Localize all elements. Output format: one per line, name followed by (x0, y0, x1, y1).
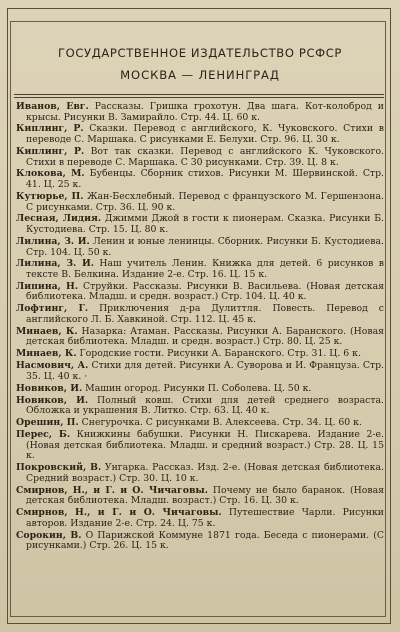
list-item (16, 102, 384, 123)
list-item (16, 147, 384, 168)
book-list (16, 102, 384, 553)
entry-text: О Парижской Коммуне 1871 года. Беседа с пионерами. (С рисунками.) Стр. 26. Ц. 15 к. (26, 529, 384, 552)
list-item (16, 463, 384, 484)
publisher-cities: МОСКВА — ЛЕНИНГРАД (120, 68, 280, 82)
entry-author: Минаев, К. (16, 348, 77, 360)
entry-author: Насмович, А. (16, 360, 89, 372)
list-item (16, 214, 384, 235)
entry-text: Снегурочка. С рисунками В. Алексеева. Стр. 34. Ц. 60 к. (78, 417, 362, 429)
entry-author: Смирнов, Н., и Г. и О. Чичаговы. (16, 484, 208, 496)
entry-author: Орешин, П. (16, 417, 79, 429)
entry-text: Книжкины бабушки. Рисунки Н. Пискарева. Издание 2-е. (Новая детская библиотека. Младш. и средний возраст.) Стр. 28. Ц. 15 к. (26, 428, 384, 462)
entry-author: Кутюрье, П. (16, 190, 84, 202)
entry-author: Минаев, К. (16, 325, 78, 337)
entry-text: Джимми Джой в гости к пионерам. Сказка. Рисунки Б. Кустодиева. Стр. 15. Ц. 80 к. (26, 213, 384, 236)
list-item (16, 349, 384, 360)
publisher-name: ГОСУДАРСТВЕННОЕ ИЗДАТЕЛЬСТВО РСФСР (57, 46, 343, 60)
header-rule-thin (14, 97, 384, 98)
list-item (16, 282, 384, 303)
list-item (16, 361, 384, 382)
list-item (16, 327, 384, 348)
entry-author: Перес, Б. (16, 428, 71, 440)
list-item (16, 169, 384, 190)
entry-text: Путешествие Чарли. Рисунки авторов. Издание 2-е. Стр. 24. Ц. 75 к. (26, 507, 384, 529)
entry-author: Клокова, М. (16, 168, 85, 180)
entry-text: Жан-Бесхлебный. Перевод с французского М. Гершензона. С рисунками. Стр. 36. Ц. 90 к. (26, 190, 384, 213)
list-item (16, 192, 384, 213)
entry-text: Рассказы. Гришка грохотун. Два шага. Кот-колоброд и крысы. Рисунки В. Замирайло. Стр. 44. Ц. 60 к. (26, 101, 384, 123)
entry-author: Новиков, И. (16, 382, 83, 394)
list-item (16, 237, 384, 258)
list-item (16, 396, 384, 417)
entry-author: Смирнов, Н., и Г. и О. Чичаговы. (16, 507, 222, 519)
entry-text: Ленин и юные ленинцы. Сборник. Рисунки Б. Кустодиева. Стр. 104. Ц. 50 к. (26, 235, 384, 258)
list-item (16, 304, 384, 325)
entry-text: Городские гости. Рисунки А. Баранского. Стр. 31. Ц. 6 к. (76, 348, 361, 360)
entry-text: Сказки. Перевод с английского, К. Чуковского. Стихи в переводе С. Маршака. С рисунками Е. Белухи. Стр. 96. Ц. 30 к. (26, 123, 385, 146)
list-item (16, 124, 384, 145)
entry-author: Лесная, Лидия. (16, 213, 102, 225)
entry-author: Киплинг, Р. (16, 145, 85, 157)
entry-text: Наш учитель Ленин. Книжка для детей. 6 рисунков в тексте В. Белкина. Издание 2-е. Стр. 16. Ц. 15 к. (26, 258, 384, 280)
entry-text: Струйки. Рассказы. Рисунки В. Васильева. (Новая детская библиотека. Младш. и средн. возраст.) Стр. 104. Ц. 40 к. (26, 280, 384, 303)
entry-author: Сорокин, В. (16, 529, 82, 541)
list-item (16, 418, 384, 429)
entry-text: Полный ковш. Стихи для детей среднего возраста. Обложка и украшения В. Литко. Стр. 63. Ц. 40 к. (26, 394, 384, 417)
list-item (16, 531, 384, 552)
list-item (16, 508, 384, 529)
entry-text: Приключения д-ра Дулиттля. Повесть. Перевод с английского Л. Б. Хавкиной. Стр. 112. Ц. 45 к. (26, 303, 385, 325)
entry-text: Машин огород. Рисунки П. Соболева. Ц. 50 к. (82, 382, 312, 394)
entry-text: Стихи для детей. Рисунки А. Суворова и И. Француза. Стр. 35. Ц. 40 к. · (26, 360, 385, 382)
entry-text: Бубенцы. Сборник стихов. Рисунки М. Шервинской. Стр. 41. Ц. 25 к. (26, 168, 384, 191)
entry-author: Новиков, И. (16, 394, 89, 406)
publisher-header (18, 46, 382, 82)
entry-author: Липина, Н. (16, 280, 79, 292)
list-item (16, 384, 384, 395)
entry-author: Покровский, В. (16, 462, 102, 474)
entry-author: Лилина, З. И. (16, 258, 94, 270)
header-rule (14, 94, 384, 95)
list-item (16, 259, 384, 280)
entry-text: Вот так сказки. Перевод с английского К. Чуковского. Стихи в переводе С. Маршака. С 30 рисунками. Стр. 39. Ц. 8 к. (26, 145, 385, 168)
entry-author: Иванов, Евг. (16, 101, 89, 112)
entry-author: Лофтинг, Г. (16, 303, 89, 315)
entry-text: Назарка: Атаман. Рассказы. Рисунки А. Баранского. (Новая детская библиотека. Младш. и средн. возраст.) Стр. 80. Ц. 25 к. (26, 325, 384, 348)
entry-text: Почему не было баранок. (Новая детская библиотека. Младш. возраст.) Стр. 16. Ц. 30 к. (26, 484, 384, 507)
list-item (16, 486, 384, 507)
entry-author: Лилина, З. И. (16, 235, 90, 247)
entry-author: Киплинг, Р. (16, 123, 84, 135)
list-item (16, 430, 384, 462)
entry-text: Унгарка. Рассказ. Изд. 2-е. (Новая детская библиотека. Средний возраст.) Стр. 30. Ц. 10 к. (26, 462, 384, 484)
